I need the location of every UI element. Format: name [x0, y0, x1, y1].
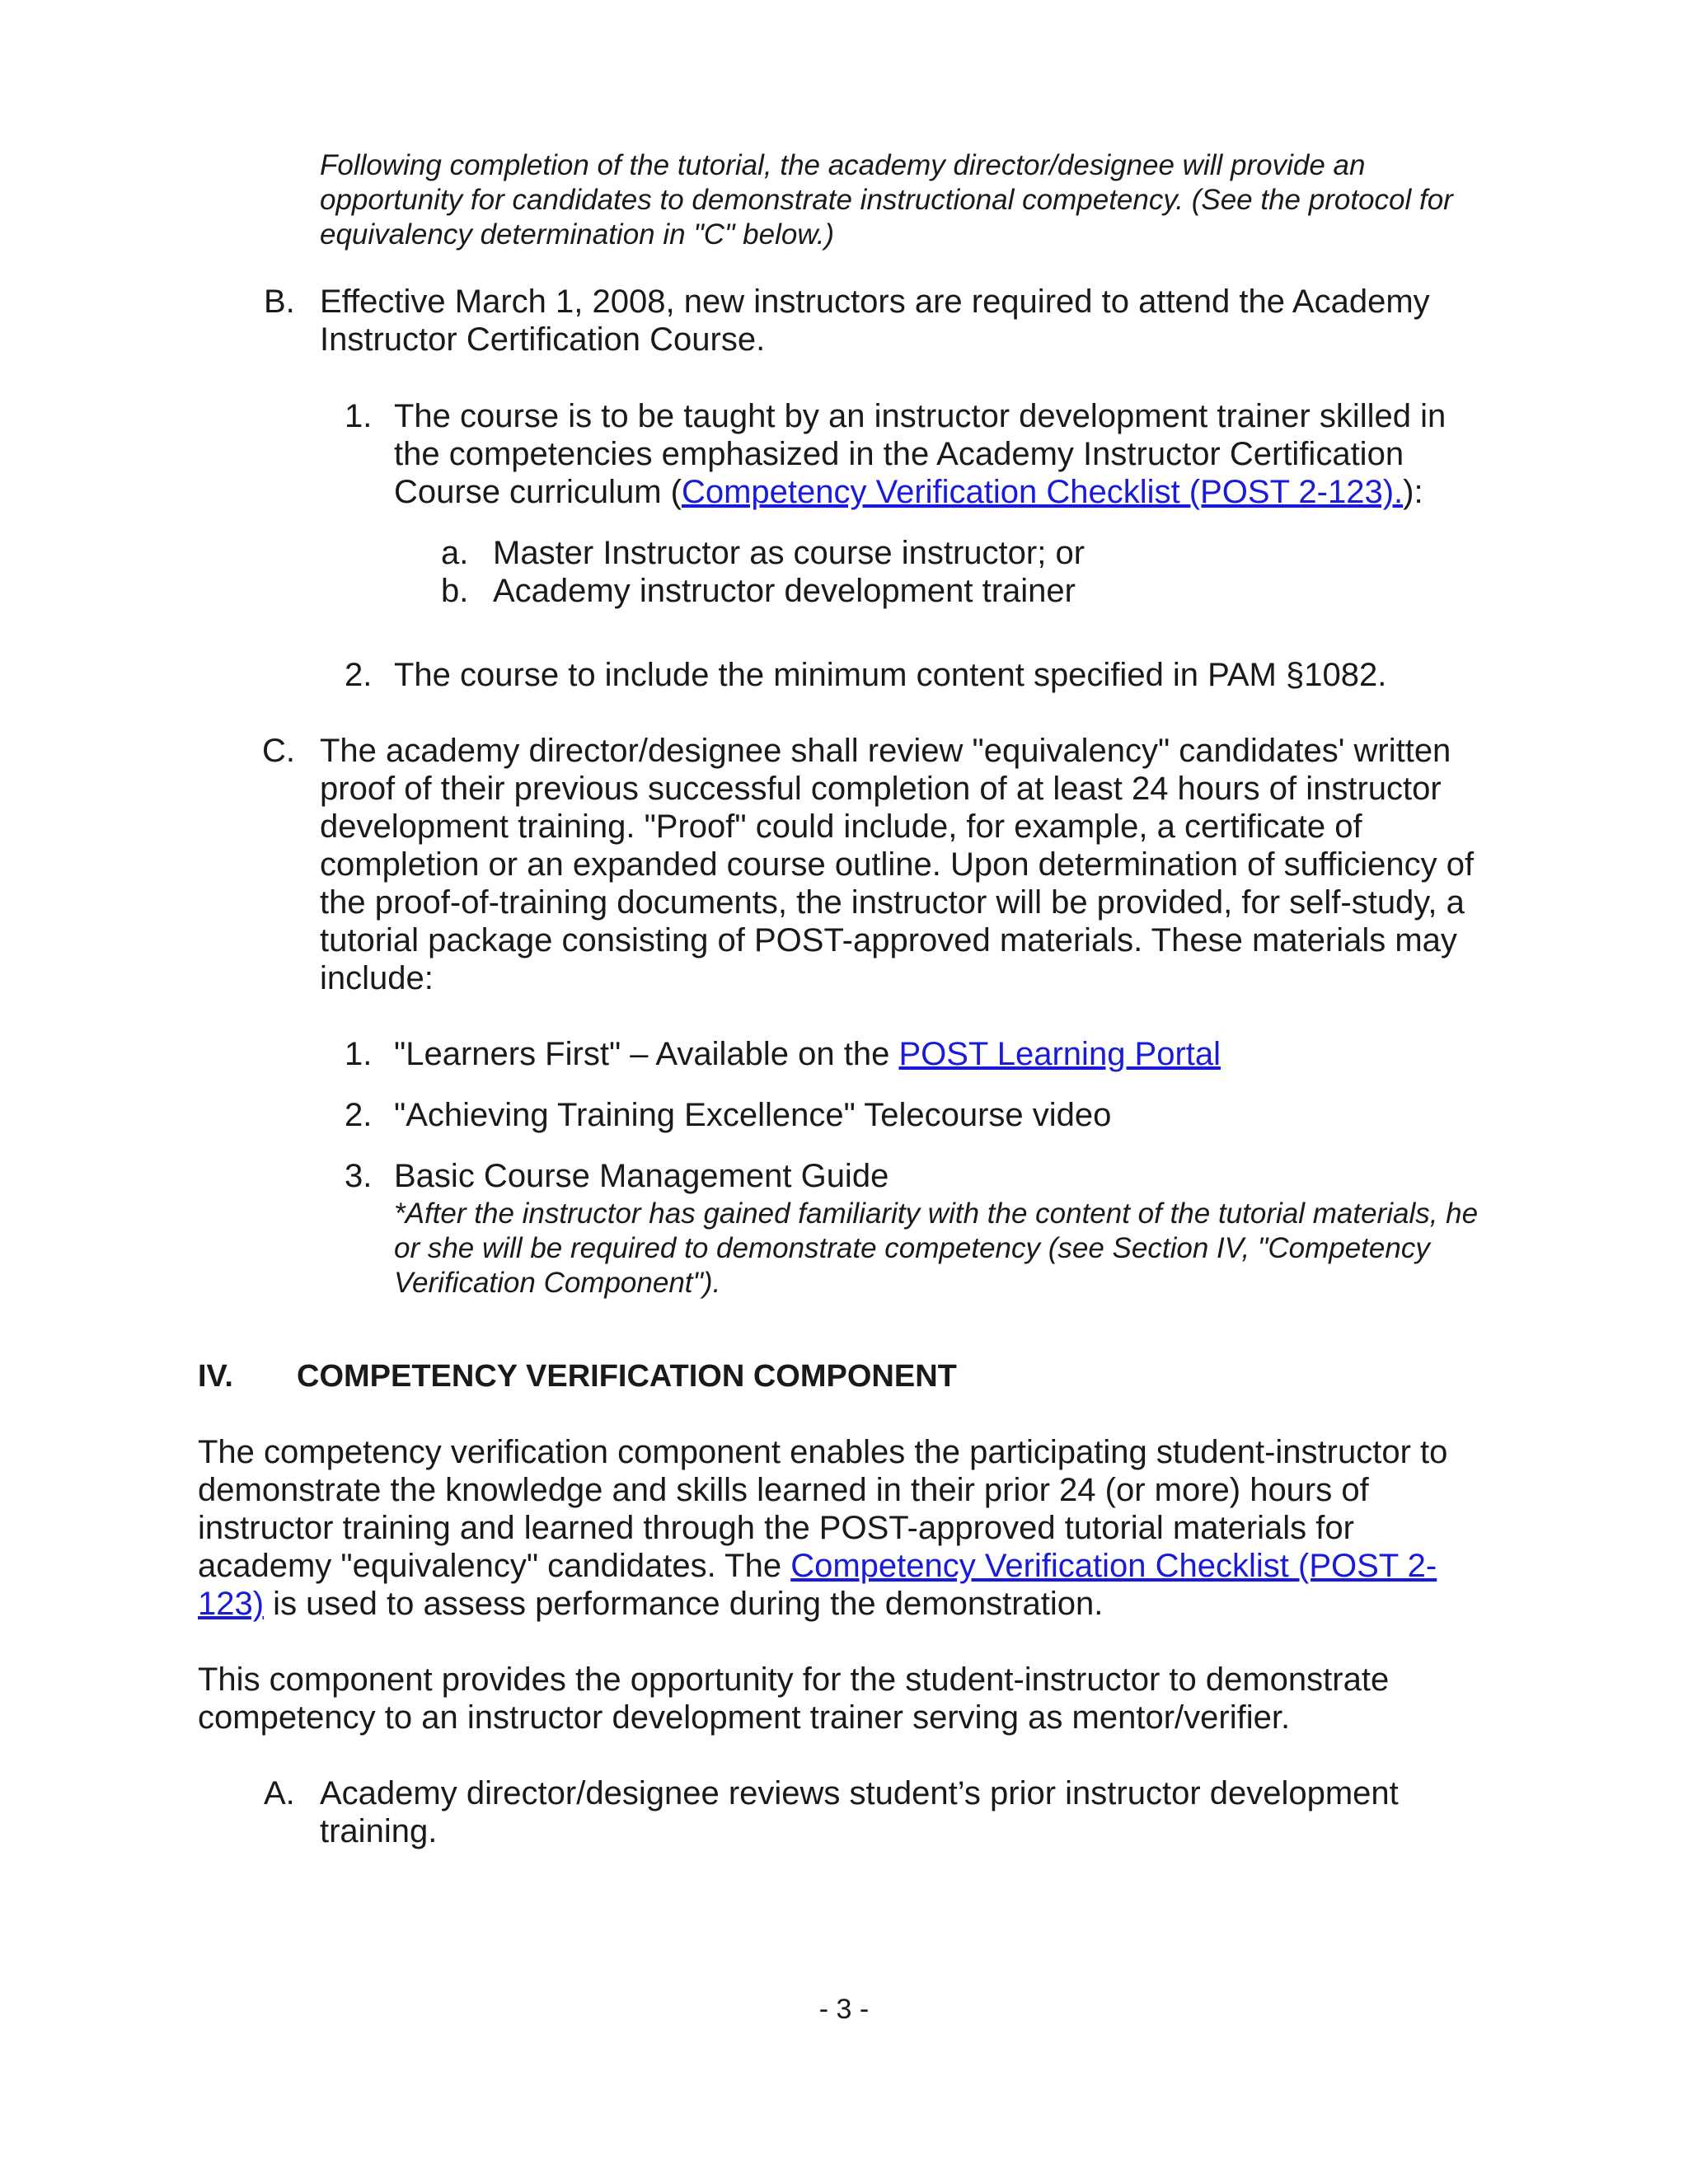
section-iv-item-a-marker: A. — [264, 1775, 295, 1811]
section-b-item1-text — [394, 397, 1482, 511]
section-iv-number: IV. — [198, 1359, 233, 1394]
competency-checklist-link-1[interactable]: Competency Verification Checklist (POST 2-123). — [681, 474, 1404, 510]
section-iv-item-a-text: Academy director/designee reviews student’s prior instructor development training. — [320, 1775, 1399, 1849]
section-b-item1-text-before: The course is to be taught by an instructor development trainer skilled in the competencies emphasized in the Academy Instructor Certification Course curriculum ( — [394, 398, 1447, 510]
section-b-marker: B. — [264, 284, 295, 320]
section-c-item2-marker: 2. — [345, 1097, 373, 1133]
sub-item-b-marker: b. — [441, 573, 469, 609]
section-c-marker: C. — [262, 733, 295, 769]
section-iv-para1-before: The competency verification component enables the participating student-instructor to demonstrate the knowledge and skills learned in their prior 24 (or more) hours of instructor training and learned through the POST-approved tutorial materials for academy "equivalency" candidates. The — [198, 1434, 1448, 1584]
section-c-item1-marker: 1. — [345, 1036, 373, 1072]
section-c-item3-marker: 3. — [345, 1158, 373, 1194]
section-b-text: Effective March 1, 2008, new instructors are required to attend the Academy Instructor Certification Course. — [320, 284, 1430, 358]
section-iv-title: COMPETENCY VERIFICATION COMPONENT — [297, 1359, 957, 1394]
section-b-item1-marker: 1. — [345, 398, 373, 434]
section-b-item2-marker: 2. — [345, 657, 373, 693]
section-c-item2-text: "Achieving Training Excellence" Telecourse video — [394, 1097, 1112, 1133]
sub-item-a-text: Master Instructor as course instructor; or — [493, 535, 1085, 571]
competency-checklist-link-2[interactable]: Competency Verification Checklist (POST 2-123) — [198, 1548, 1437, 1622]
section-c-text: The academy director/designee shall review "equivalency" candidates' written proof of their previous successful completion of at least 24 hours of instructor development training. "Proof" could include, for example, a certificate of completion or an expanded course outline. Upon determination of sufficiency of the proof-of-training documents, the instructor will be provided, for self-study, a tutorial package consisting of POST-approved materials. These materials may include: — [320, 733, 1475, 996]
section-c-item1-text — [394, 1035, 1482, 1073]
tutorial-note: Following completion of the tutorial, the academy director/designee will provide an opportunity for candidates to demonstrate instructional competency. (See the protocol for equivalency determination in "C" below.) — [320, 149, 1453, 251]
page-number: - 3 - — [818, 1994, 870, 2025]
sub-item-a-marker: a. — [441, 535, 469, 571]
post-learning-portal-link[interactable]: POST Learning Portal — [898, 1036, 1221, 1072]
section-c-item3-text: Basic Course Management Guide — [394, 1158, 889, 1194]
section-iv-para2: This component provides the opportunity for the student-instructor to demonstrate competency to an instructor development trainer serving as mentor/verifier. — [198, 1661, 1390, 1736]
section-c-item3-note: *After the instructor has gained familiarity with the content of the tutorial materials, he or she will be required to demonstrate competency (see Section IV, "Competency Verification Component"). — [394, 1197, 1479, 1299]
sub-item-b-text: Academy instructor development trainer — [493, 573, 1076, 609]
section-iv-para1-after: is used to assess performance during the demonstration. — [264, 1586, 1104, 1622]
section-b-item2-text: The course to include the minimum content specified in PAM §1082. — [394, 657, 1387, 693]
section-b-item1-text-after: ): — [1403, 474, 1423, 510]
section-c-item1-text-before: "Learners First" – Available on the — [394, 1036, 899, 1072]
section-iv-para1 — [198, 1433, 1484, 1623]
